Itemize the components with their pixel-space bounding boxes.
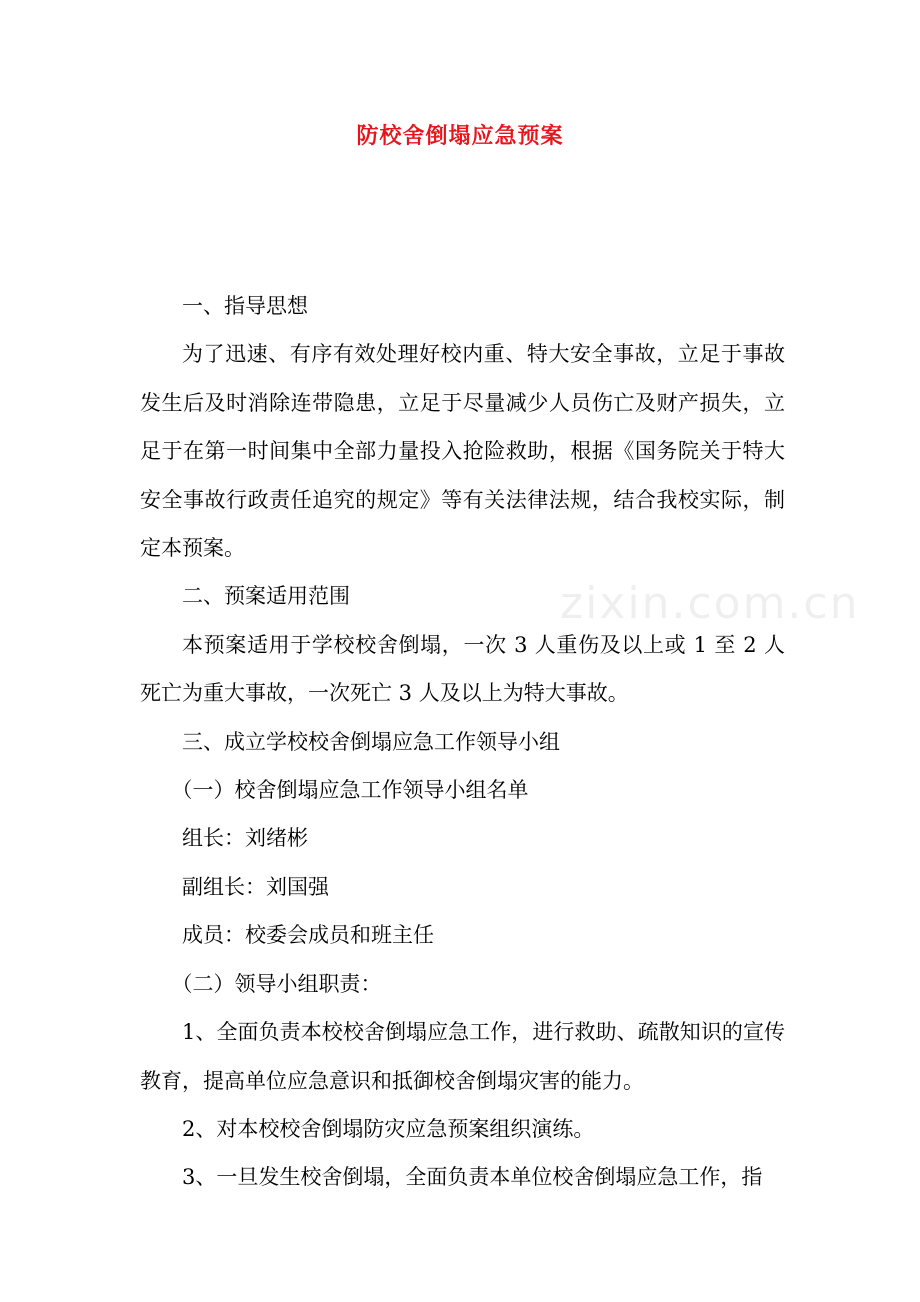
leader-line: 组长：刘绪彬	[182, 826, 308, 851]
duty-item-2: 2、对本校校舍倒塌防灾应急预案组织演练。	[182, 1116, 595, 1141]
paragraph-scope: 本预案适用于学校校舍倒塌，一次 3 人重伤及以上或 1 至 2 人死亡为重大事故，一次死亡 3 人及以上为特大事故。	[140, 632, 785, 706]
section-heading-3: 三、成立学校校舍倒塌应急工作领导小组	[182, 729, 560, 754]
document-title: 防校舍倒塌应急预案	[356, 123, 564, 149]
members-line: 成员：校委会成员和班主任	[182, 923, 434, 948]
section-heading-2: 二、预案适用范围	[182, 584, 350, 609]
duty-item-3: 3、一旦发生校舍倒塌，全面负责本单位校舍倒塌应急工作，指	[182, 1165, 763, 1190]
paragraph-guiding-principle: 为了迅速、有序有效处理好校内重、特大安全事故，立足于事故发生后及时消除连带隐患，立足于尽量减少人员伤亡及财产损失，立足于在第一时间集中全部力量投入抢险救助，根据《国务院关于特大安全事故行政责任追究的规定》等有关法律法规，结合我校实际，制定本预案。	[140, 342, 785, 561]
document-body	[140, 282, 785, 1202]
subsection-heading-1: （一）校舍倒塌应急工作领导小组名单	[171, 778, 529, 803]
subsection-heading-2: （二）领导小组职责：	[171, 971, 382, 996]
duty-item-1: 1、全面负责本校校舍倒塌应急工作，进行救助、疏散知识的宣传教育，提高单位应急意识和抵御校舍倒塌灾害的能力。	[140, 1020, 785, 1093]
deputy-leader-line: 副组长：刘国强	[182, 874, 329, 899]
section-heading-1: 一、指导思想	[182, 294, 308, 318]
watermark: zixin.com.cn	[560, 578, 860, 629]
